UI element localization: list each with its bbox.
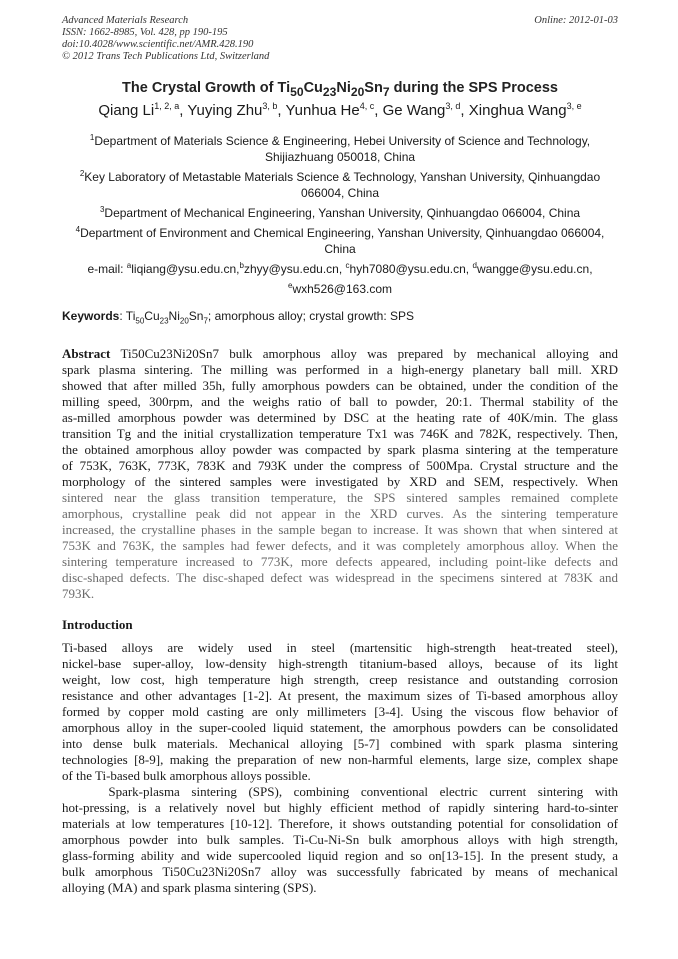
title-text: during the SPS Process [389, 80, 558, 96]
author-name: Qiang Li [98, 102, 155, 119]
title-text: Ni [336, 80, 351, 96]
affiliation-text: Department of Environment and Chemical Engineering, Yanshan University, Qinhuangdao 066004, [80, 226, 605, 240]
journal-name: Advanced Materials Research [62, 15, 189, 26]
abstract-line: disc-shaped defects. The disc-shaped defect was widespread in the specimens sintered at 783K and [62, 570, 618, 585]
email-link[interactable]: liqiang@ysu.edu.cn, [131, 262, 240, 276]
affiliation-text: Key Laboratory of Metastable Materials Science & Technology, Yanshan University, Qinhuangdao [84, 170, 601, 184]
intro-line: glass-forming ability and wide supercooled liquid region and so on[13-15]. In the present study, a [62, 848, 618, 863]
abstract-text: Ti50Cu23Ni20Sn7 bulk amorphous alloy was prepared by mechanical alloying and [110, 346, 618, 361]
title-sub: 50 [290, 84, 304, 99]
title-text: Cu [303, 80, 323, 96]
intro-line: alloying (MA) and spark plasma sintering (SPS). [62, 880, 317, 895]
copyright-line: © 2012 Trans Tech Publications Ltd, Switzerland [62, 51, 270, 62]
intro-line: hot-pressing, is a relatively novel but highly efficient method of rapidly sintering hard-to-sinter [62, 800, 618, 815]
author-name: Ge Wang [382, 102, 446, 119]
email-sup: d [472, 261, 477, 270]
doi-line: doi:10.4028/www.scientific.net/AMR.428.190 [62, 39, 254, 50]
abstract-line [62, 346, 618, 361]
abstract-line: the obtained amorphous alloy powder was compacted by spark plasma sintering at the temperature [62, 442, 618, 457]
abstract-line: transition Tg and the initial crystallization temperature Tx1 was 746K and 782K, respectively. Then, [62, 426, 618, 441]
title-sub: 20 [350, 84, 365, 99]
author-name: Xinghua Wang [468, 102, 567, 119]
abstract-line: amorphous, crystalline peak did not appear in the XRD curves. As the sintering temperature [62, 506, 618, 521]
email-link[interactable]: hyh7080@ysu.edu.cn, [349, 262, 470, 276]
affiliation-sup: 2 [79, 169, 85, 178]
author-name: Yuying Zhu [187, 102, 263, 119]
author-sup: 4, c [359, 101, 375, 111]
title-text: The Crystal Growth of Ti [122, 80, 291, 96]
abstract-line: spark plasma sintering. The milling was performed in a high-energy planetary ball mill. XRD [62, 362, 618, 377]
keywords: Keywords: $Ti_{50}Cu_{23}Ni_{20}Sn_7$; amorphous alloy; crystal growth: SPS [62, 309, 415, 326]
affiliation-text: China [324, 241, 356, 256]
affiliation-4 [62, 222, 618, 257]
email-sup: a [126, 261, 132, 270]
email-sup: e [287, 280, 293, 290]
email-list [62, 258, 618, 297]
intro-line: weight, low cost, high temperature high strength, creep resistance and outstanding corrosion [62, 672, 618, 687]
abstract-label: Abstract [62, 346, 111, 361]
intro-line: nickel-base super-alloy, low-density high-strength titanium-based alloys, because of its light [62, 656, 618, 671]
journal-header [62, 15, 618, 63]
author-sup: 3, e [566, 101, 582, 111]
title-sub: 7 [382, 84, 390, 99]
email-sup: c [345, 261, 350, 270]
affiliation-text: 066004, China [300, 185, 380, 200]
keywords-label: Keywords [62, 309, 120, 323]
abstract-line: increased, the crystalline phases in the sample began to increase. It was shown that when sintered at [62, 522, 618, 537]
abstract-line: morphology of the sintered samples were investigated by XRD and SEM, respectively. When [62, 474, 618, 489]
affiliation-1 [62, 130, 618, 165]
title-sub: 23 [322, 84, 337, 99]
email-label: e-mail: [87, 262, 127, 276]
affiliation-text: Department of Materials Science & Engineering, Hebei University of Science and Technology, [94, 134, 591, 148]
author-name: Yunhua He [285, 102, 360, 119]
keywords-text: ; amorphous alloy; crystal growth: SPS [207, 309, 415, 323]
title-text: Sn [364, 80, 383, 96]
intro-line: amorphous powder into bulk samples. Ti-Cu-Ni-Sn bulk amorphous alloys with high strength, [62, 832, 618, 847]
email-link[interactable]: wxh526@163.com [292, 281, 393, 296]
email-link[interactable]: zhyy@ysu.edu.cn, [243, 262, 343, 276]
affiliation-sup: 3 [99, 205, 105, 214]
abstract-line: sintered near the glass transition temperature, the SPS sintered samples remained complete [62, 490, 618, 505]
abstract-line: 793K. [62, 586, 95, 601]
intro-line: into dense bulk materials. Mechanical alloying [5-7] combined with spark plasma sintering [62, 736, 618, 751]
intro-line: materials at low temperatures [10-12]. Therefore, it shows outstanding potential for consolidation of [62, 816, 618, 831]
intro-line: bulk amorphous Ti50Cu23Ni20Sn7 alloy was successfully fabricated by means of mechanical [62, 864, 618, 879]
section-heading: Introduction [62, 617, 133, 632]
paper-title [62, 80, 618, 99]
intro-line: of the Ti-based bulk amorphous alloys possible. [62, 768, 311, 783]
affiliation-sup: 4 [75, 225, 81, 234]
intro-line: formed by copper mold casting are only millimeters [3-4]. Using the viscous flow behavior of [62, 704, 618, 719]
abstract-line: 753K and 763K, the samples had fewer defects, and it was completely amorphous alloy. When the [62, 538, 618, 553]
abstract-line: showed that after milled 35h, fully amorphous powders can be obtained, under the condition of the [62, 378, 618, 393]
email-sup: b [239, 261, 244, 270]
author-sup: 3, d [445, 101, 461, 111]
online-date: Online: 2012-01-03 [534, 15, 618, 26]
email-link[interactable]: wangge@ysu.edu.cn, [476, 262, 593, 276]
abstract-line: as-milled amorphous powder was determined by DSC at the heating rate of 40K/min. The glass [62, 410, 618, 425]
affiliation-2 [62, 166, 618, 201]
abstract-line: sintering temperature increased to 773K, more defects appeared, including point-like defects and [62, 554, 618, 569]
intro-line: resistance and other advantages [1-2]. At present, the maximum sizes of Ti-based amorphous alloy [62, 688, 618, 703]
intro-line: technologies [8-9], making the preparation of new non-harmful elements, large size, complex shape [62, 752, 618, 767]
affiliation-text: Department of Mechanical Engineering, Yanshan University, Qinhuangdao 066004, China [104, 206, 581, 220]
author-sup: 3, b [262, 101, 278, 111]
author-list: Qiang Li$^{1, 2, a}$, Yuying Zhu$^{3, b}$, Yunhua He$^{4, c}$, Ge Wang$^{3, d}$, Xinghua Wang$^{3, e}$ [98, 101, 582, 119]
intro-line: amorphous alloy in the super-cooled liquid statement, the amorphous powders can be consolidated [62, 720, 618, 735]
affiliation-3 [62, 202, 618, 222]
abstract-line: milling speed, 300rpm, and the weighs ratio of ball to powder, 20:1. Thermal stability of the [62, 394, 618, 409]
affiliation-sup: 1 [89, 133, 95, 142]
author-sup: 1, 2, a [154, 101, 180, 111]
intro-line: Spark-plasma sintering (SPS), combining conventional electric current sintering with [62, 784, 618, 799]
intro-line: Ti-based alloys are widely used in steel (martensitic high-strength heat-treated steel), [62, 640, 618, 655]
abstract-line: of 753K, 763K, 773K, 783K and 793K under the compress of 500Mpa. Crystal structure and the [62, 458, 618, 473]
affiliation-text: Shijiazhuang 050018, China [264, 149, 416, 164]
issn-line: ISSN: 1662-8985, Vol. 428, pp 190-195 [62, 27, 228, 38]
